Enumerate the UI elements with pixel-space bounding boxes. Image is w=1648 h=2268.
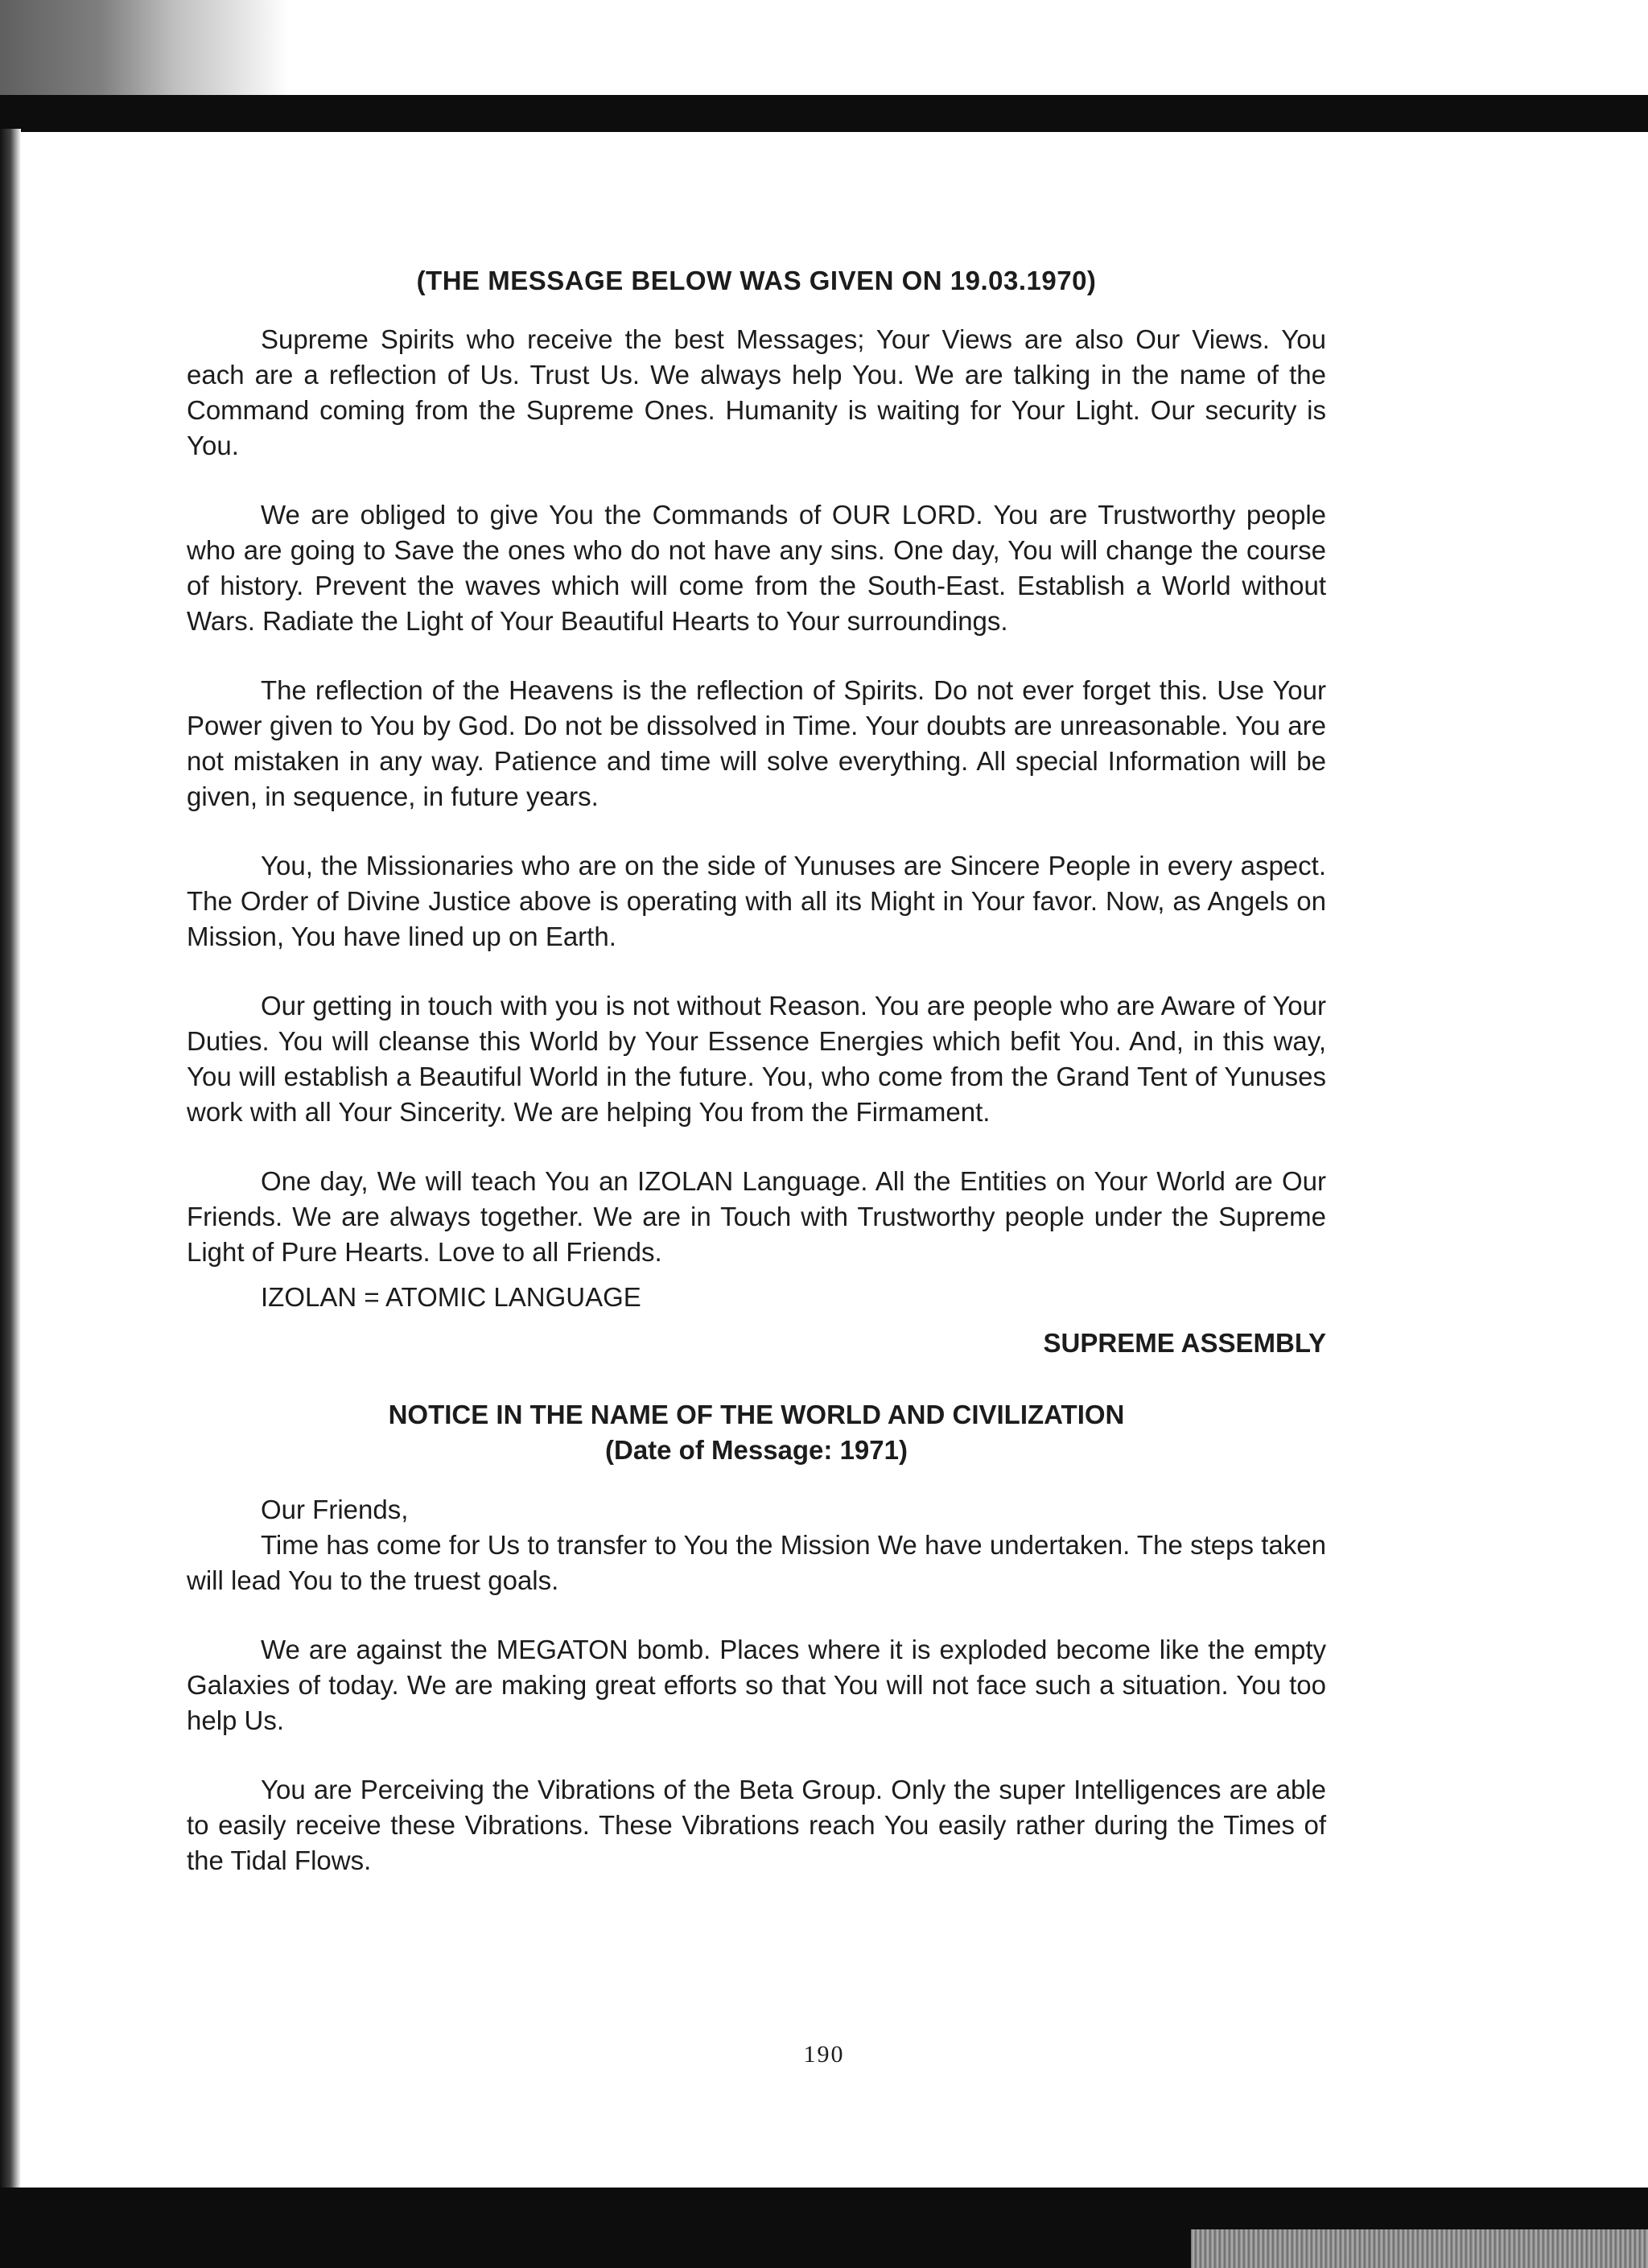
- paragraph: Supreme Spirits who receive the best Messages; Your Views are also Our Views. You each are a reflection of Us. Trust Us. We always help You. We are talking in the name of the Command coming from the Supreme Ones. Humanity is waiting for Your Light. Our security is You.: [187, 324, 1326, 460]
- scan-border-left: [0, 129, 21, 2189]
- scan-artifact-bottom-right: [1191, 2229, 1648, 2268]
- izolan-definition: IZOLAN = ATOMIC LANGUAGE: [261, 1282, 641, 1312]
- paragraph: One day, We will teach You an IZOLAN Language. All the Entities on Your World are Our Friends. We are always together. We are in Touch with Trustworthy people under the Supreme Light of Pure Hearts. Love to all Friends.: [187, 1166, 1326, 1267]
- notice-title-line: NOTICE IN THE NAME OF THE WORLD AND CIVILIZATION: [388, 1400, 1125, 1429]
- scan-border-top: [0, 95, 1648, 132]
- paragraph: We are against the MEGATON bomb. Places where it is exploded become like the empty Galaxies of today. We are making great efforts so that You will not face such a situation. You too help Us.: [187, 1635, 1326, 1735]
- notice-title: [187, 1397, 1326, 1468]
- document-page: [187, 266, 1326, 1912]
- paragraph: Our getting in touch with you is not without Reason. You are people who are Aware of Your Duties. You will cleanse this World by Your Essence Energies which befit You. And, in this way, You will establish a Beautiful World in the future. You, who come from the Grand Tent of Yunuses work with all Your Sincerity. We are helping You from the Firmament.: [187, 991, 1326, 1127]
- paragraph: We are obliged to give You the Commands of OUR LORD. You are Trustworthy people who are going to Save the ones who do not have any sins. One day, You will change the course of history. Prevent the waves which will come from the South-East. Establish a World without Wars. Radiate the Light of Your Beautiful Hearts to Your surroundings.: [187, 500, 1326, 636]
- notice-date-line: (Date of Message: 1971): [605, 1435, 908, 1465]
- signature: SUPREME ASSEMBLY: [1043, 1328, 1326, 1358]
- message-title: (THE MESSAGE BELOW WAS GIVEN ON 19.03.1970): [416, 266, 1097, 295]
- paragraph: You, the Missionaries who are on the side of Yunuses are Sincere People in every aspect. The Order of Divine Justice above is operating with all its Might in Your favor. Now, as Angels on Mission, You have lined up on Earth.: [187, 851, 1326, 951]
- paragraph: The reflection of the Heavens is the reflection of Spirits. Do not ever forget this. Use Your Power given to You by God. Do not be dissolved in Time. Your doubts are unreasonable. You are not mistaken in any way. Patience and time will solve everything. All special Information will be given, in sequence, in future years.: [187, 675, 1326, 811]
- paragraph: Time has come for Us to transfer to You the Mission We have undertaken. The steps taken will lead You to the truest goals.: [187, 1530, 1326, 1595]
- page-number: 190: [803, 2041, 845, 2068]
- paragraph: You are Perceiving the Vibrations of the Beta Group. Only the super Intelligences are able to easily receive these Vibrations. These Vibrations reach You easily rather during the Times of the Tidal Flows.: [187, 1775, 1326, 1875]
- scan-shadow-top-left: [0, 0, 290, 97]
- salutation: Our Friends,: [261, 1495, 409, 1524]
